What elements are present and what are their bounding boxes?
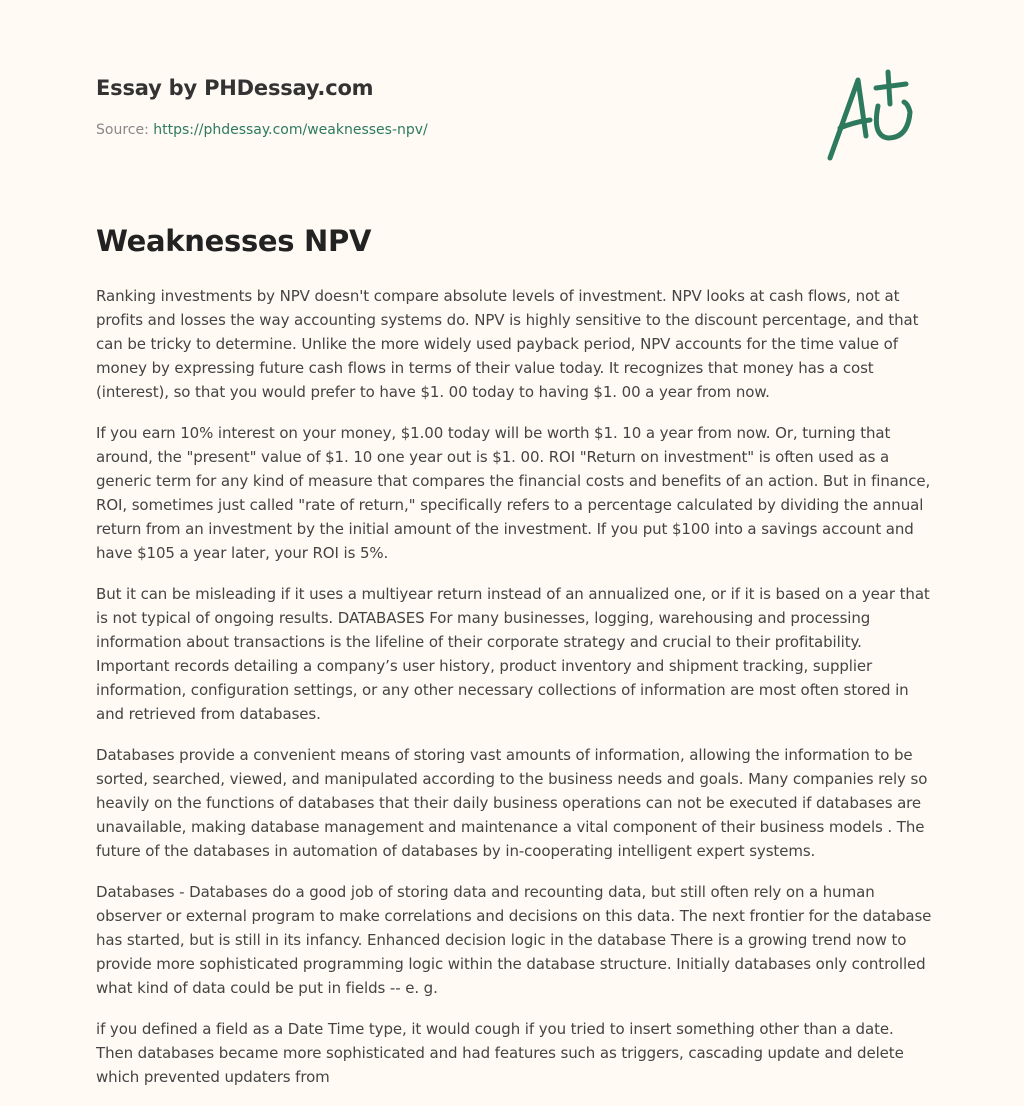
site-header [96,76,428,138]
paragraph: If you earn 10% interest on your money, $1.00 today will be worth $1. 10 a year from now. Or, turning that around, the "present" value of $1. 10 one year out is $1. 00. ROI "Return on investment" is often used as a generic term for any kind of measure that compares the financial costs and benefits of an action. But in finance, ROI, sometimes just called "rate of return," specifically refers to a percentage calculated by dividing the annual return from an investment by the initial amount of the investment. If you put $100 into a savings account and have $105 a year later, your ROI is 5%. [96,424,931,562]
source-link[interactable]: https://phdessay.com/weaknesses-npv/ [153,122,428,138]
article-body [96,284,932,1106]
brand-title: Essay by PHDessay.com [96,76,374,100]
source-label: Source: [96,122,149,138]
paragraph: But it can be misleading if it uses a multiyear return instead of an annualized one, or if it is based on a year that is not typical of ongoing results. DATABASES For many businesses, logging, warehousing and processing information about transactions is the lifeline of their corporate strategy and crucial to their profitability. Important records detailing a company’s user history, product inventory and shipment tracking, supplier information, configuration settings, or any other necessary collections of information are most often stored in and retrieved from databases. [96,585,930,723]
a-plus-logo-icon [820,66,930,166]
paragraph: Databases - Databases do a good job of storing data and recounting data, but still often rely on a human observer or external program to make correlations and decisions on this data. The next frontier for the database has started, but is still in its infancy. Enhanced decision logic in the database There is a growing trend now to provide more sophisticated programming logic within the database structure. Initially databases only controlled what kind of data could be put in fields -- e. g. [96,883,932,997]
paragraph: Ranking investments by NPV doesn't compare absolute levels of investment. NPV looks at cash flows, not at profits and losses the way accounting systems do. NPV is highly sensitive to the discount percentage, and that can be tricky to determine. Unlike the more widely used payback period, NPV accounts for the time value of money by expressing future cash flows in terms of their value today. It recognizes that money has a cost (interest), so that you would prefer to have $1. 00 today to having $1. 00 a year from now. [96,287,919,401]
page-title: Weaknesses NPV [96,224,372,258]
source-line [96,122,428,138]
paragraph: Databases provide a convenient means of storing vast amounts of information, allowing the information to be sorted, searched, viewed, and manipulated according to the business needs and goals. Many companies rely so heavily on the functions of databases that their daily business operations can not be executed if databases are unavailable, making database management and maintenance a vital component of their business models . The future of the databases in automation of databases by in-cooperating intelligent expert systems. [96,746,928,860]
paragraph: if you defined a field as a Date Time type, it would cough if you tried to insert something other than a date. Then databases became more sophisticated and had features such as triggers, cascading update and delete which prevented updaters from [96,1020,904,1086]
